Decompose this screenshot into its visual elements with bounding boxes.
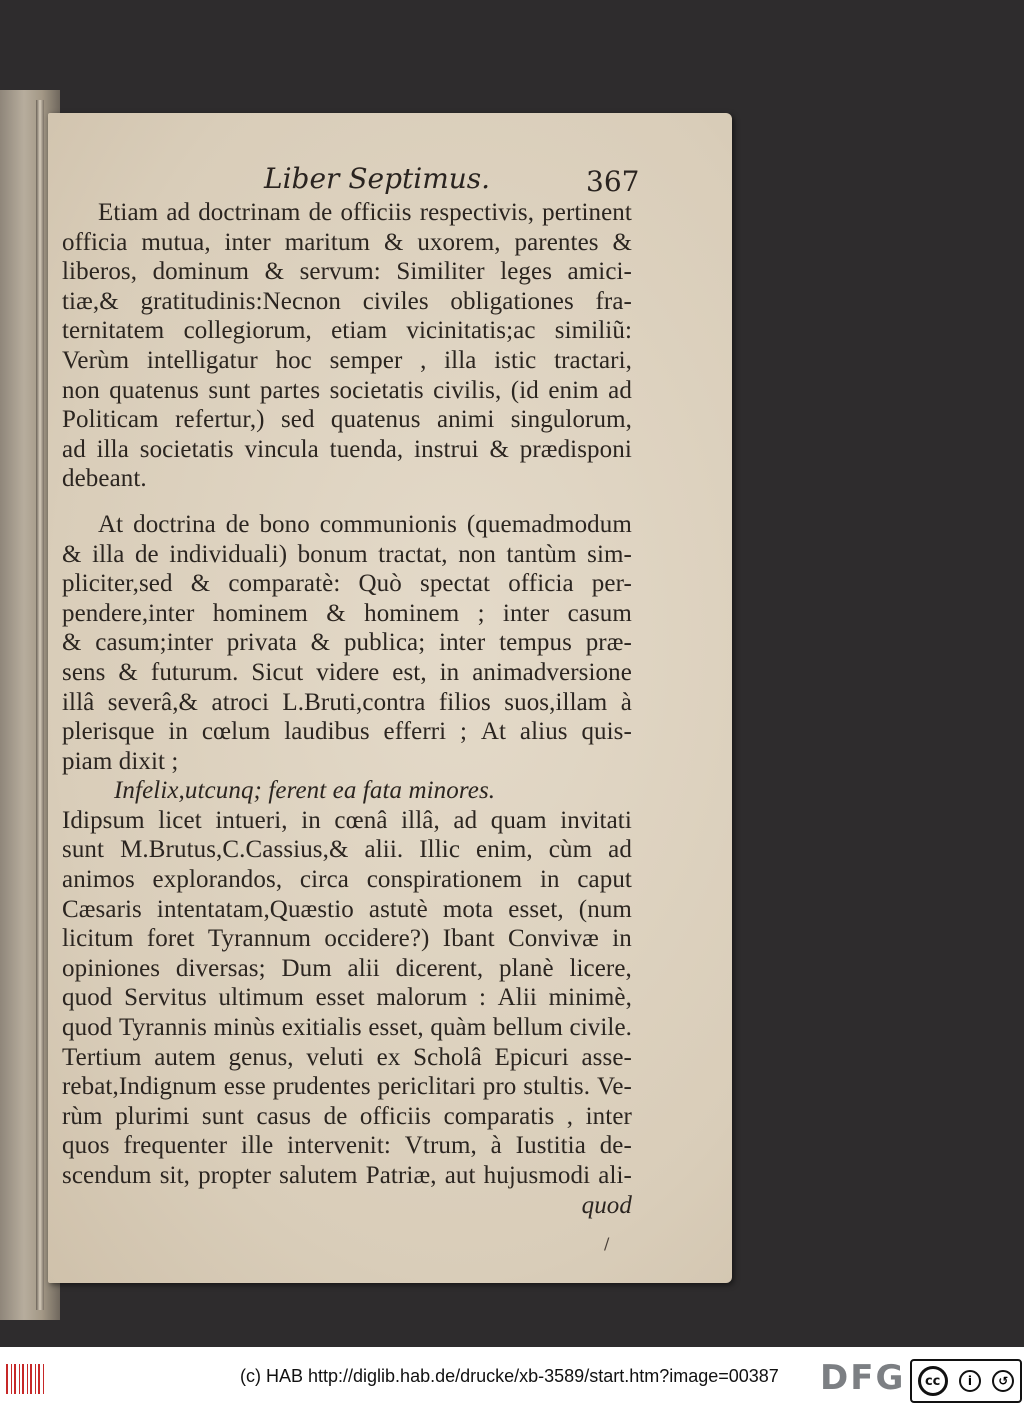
sa-icon: ↺: [992, 1370, 1014, 1392]
text-line: animos explorandos, circa conspirationem in caput: [62, 866, 632, 894]
text-line: Cæsaris intentatam,Quæstio astutè mota esset, (num: [62, 895, 632, 923]
text-line: quod Servitus ultimum esset malorum : Alii minimè,: [62, 984, 632, 1012]
text-line: pliciter,sed & comparatè: Quò spectat officia per-: [62, 570, 632, 598]
text-line: Etiam ad doctrinam de officiis respectivis, pertinent: [98, 199, 632, 226]
text-line: plerisque in cœlum laudibus efferri ; At alius quis-: [62, 718, 632, 746]
page-number: 367: [586, 165, 640, 198]
text-line: sens & futurum. Sicut videre est, in animadversione: [62, 658, 632, 686]
text-line: [62, 494, 632, 510]
text-line: quod Tyrannis minùs exitialis esset, quàm bellum civile.: [62, 1014, 632, 1042]
text-line: rùm plurimi sunt casus de officiis comparatis , inter: [62, 1102, 632, 1130]
text-line: officia mutua, inter maritum & uxorem, parentes &: [62, 228, 632, 256]
text-line: Tertium autem genus, veluti ex Scholâ Epicuri asse-: [62, 1043, 632, 1071]
viewer-footer: [0, 1347, 1024, 1409]
text-line: opiniones diversas; Dum alii dicerent, planè licere,: [62, 954, 632, 982]
text-line: Idipsum licet intueri, in cœnâ illâ, ad quam invitati: [62, 806, 632, 834]
text-line: & casum;inter privata & publica; inter tempus præ-: [62, 629, 632, 657]
text-line: pendere,inter hominem & hominem ; inter casum: [62, 599, 632, 627]
text-line: At doctrina de bono communionis (quemadmodum: [98, 510, 632, 538]
text-line: scendum sit, propter salutem Patriæ, aut hujusmodi ali-: [62, 1162, 632, 1189]
credit-link[interactable]: (c) HAB http://diglib.hab.de/drucke/xb-3589/start.htm?image=00387: [240, 1366, 779, 1386]
by-icon: i: [959, 1370, 981, 1392]
cc-icon: cc: [918, 1366, 948, 1396]
text-line: debeant.: [62, 465, 147, 493]
text-line: quos frequenter ille intervenit: Vtrum, à Iustitia de-: [62, 1132, 632, 1160]
text-line: piam dixit ;: [62, 747, 179, 775]
text-line: ad illa societatis vincula tuenda, instrui & prædisponi: [62, 435, 632, 463]
signature-mark: /: [604, 1234, 610, 1253]
text-line: licitum foret Tyrannum occidere?) Ibant Convivæ in: [62, 925, 632, 953]
text-line: Politicam refertur,) sed quatenus animi singulorum,: [62, 406, 632, 434]
text-line: quod: [581, 1191, 632, 1219]
binding-gutter: [36, 100, 44, 1310]
dfg-logo: DFG: [820, 1358, 906, 1398]
text-line: non quatenus sunt partes societatis civilis, (id enim ad: [62, 376, 632, 404]
text-line: tiæ,& gratitudinis:Necnon civiles obligationes fra-: [62, 287, 632, 315]
text-line: & illa de individuali) bonum tractat, non tantùm sim-: [62, 540, 632, 568]
barcode-icon: [6, 1364, 46, 1394]
text-line: illâ severâ,& atroci L.Bruti,contra filios suos,illam à: [62, 688, 632, 716]
text-line: ternitatem collegiorum, etiam vicinitatis;ac similiũ:: [62, 317, 632, 345]
text-line: Verùm intelligatur hoc semper , illa istic tractari,: [62, 346, 632, 374]
cc-license-badge[interactable]: [910, 1359, 1022, 1403]
body-text: [62, 198, 632, 1220]
text-line: liberos, dominum & servum: Similiter leges amici-: [62, 258, 632, 286]
text-line: rebat,Indignum esse prudentes periclitari pro stultis. Ve-: [62, 1073, 632, 1101]
text-line: Infelix,utcunq; ferent ea fata minores.: [114, 777, 496, 805]
running-head: Liber Septimus.: [264, 162, 491, 195]
text-line: sunt M.Brutus,C.Cassius,& alii. Illic enim, cùm ad: [62, 836, 632, 864]
